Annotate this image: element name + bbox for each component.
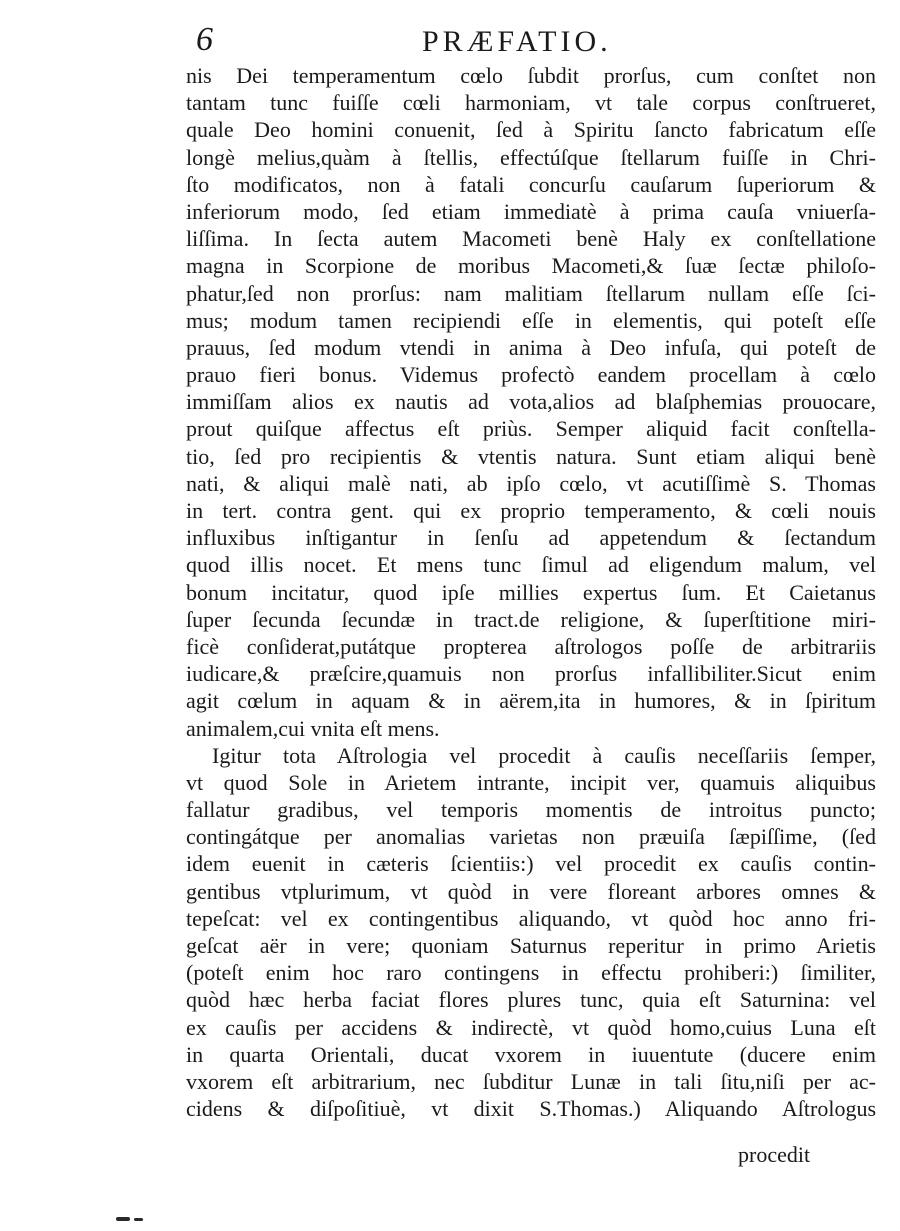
text-line: agit cœlum in aquam & in aërem,ita in humores, & in ſpiritum (186, 688, 876, 714)
text-line: liſſima. In ſecta autem Macometi benè Haly ex conſtellatione (186, 226, 876, 252)
text-line: in quarta Orientali, ducat vxorem in iuuentute (ducere enim (186, 1041, 876, 1067)
running-title: PRÆFATIO. (422, 25, 612, 58)
text-line: influxibus inſtigantur in ſenſu ad appetendum & ſectandum (186, 525, 876, 551)
text-line: bonum incitatur, quod ipſe millies expertus ſum. Et Caietanus (186, 579, 876, 605)
text-line: contingátque per anomalias varietas non præuiſa ſæpiſſime, (ſed (186, 824, 876, 850)
page-header (196, 20, 616, 60)
text-line: mus; modum tamen recipiendi eſſe in elementis, qui poteſt eſſe (186, 307, 876, 333)
text-line: iudicare,& præſcire,quamuis non prorſus infallibiliter.Sicut enim (186, 661, 876, 687)
text-line: tepeſcat: vel ex contingentibus aliquando, vt quòd hoc anno fri- (186, 905, 876, 931)
text-line: in tert. contra gent. qui ex proprio temperamento, & cœli nouis (186, 498, 876, 523)
text-line: quòd hæc herba faciat flores plures tunc, quia eſt Saturnina: vel (186, 987, 876, 1013)
text-line: idem euenit in cæteris ſcientiis:) vel procedit ex cauſis contin- (186, 851, 876, 877)
text-line: ficè conſiderat,putátque propterea aſtrologos poſſe de arbitrariis (186, 633, 876, 659)
text-line: tantam tunc fuiſſe cœli harmoniam, vt tale corpus conſtrueret, (186, 90, 876, 116)
text-line: geſcat aër in vere; quoniam Saturnus reperitur in primo Arietis (186, 933, 876, 958)
body-text (186, 62, 876, 1122)
text-line: longè melius,quàm à ſtellis, effectúſque ſtellarum fuiſſe in Chri- (186, 144, 876, 170)
text-line: immiſſam alios ex nautis ad vota,alios ad blaſphemias prouocare, (186, 389, 876, 415)
text-line: prout quiſque affectus eſt priùs. Semper aliquid facit conſtella- (186, 416, 876, 442)
text-line: ſuper ſecunda ſecundæ in tract.de religione, & ſuperſtitione miri- (186, 606, 876, 632)
text-line: cidens & diſpoſitiuè, vt dixit S.Thomas.) Aliquando Aſtrologus (186, 1096, 876, 1122)
text-line: magna in Scorpione de moribus Macometi,& ſuæ ſectæ philoſo- (186, 253, 876, 279)
page-number: 6 (196, 21, 213, 58)
catchword: procedit (738, 1142, 811, 1167)
text-line: (poteſt enim hoc raro contingens in effectu prohiberi:) ſimiliter, (186, 960, 876, 986)
text-line: vxorem eſt arbitrarium, nec ſubditur Lunæ in tali ſitu,niſi per ac- (186, 1068, 876, 1094)
text-line: ſto modificatos, non à fatali concurſu cauſarum ſuperiorum & (186, 171, 876, 197)
text-line: quale Deo homini conuenit, ſed à Spiritu ſancto fabricatum eſſe (186, 117, 876, 143)
text-line: gentibus vtplurimum, vt quòd in vere floreant arbores omnes & (186, 878, 876, 904)
text-line: prauo fieri bonus. Videmus profectò eandem procellam à cœlo (186, 362, 876, 388)
text-line: nati, & aliqui malè nati, ab ipſo cœlo, vt acutiſſimè S. Thomas (186, 470, 876, 496)
text-line: inferiorum modo, ſed etiam immediatè à prima cauſa vniuerſa- (186, 198, 876, 224)
text-line: nis Dei temperamentum cœlo ſubdit prorſus, cum conſtet non (186, 63, 876, 88)
text-line: ex cauſis per accidens & indirectè, vt quòd homo,cuius Luna eſt (186, 1014, 876, 1040)
text-line: tio, ſed pro recipientis & vtentis natura. Sunt etiam aliqui benè (186, 443, 876, 469)
text-line: quod illis nocet. Et mens tunc ſimul ad eligendum malum, vel (186, 552, 876, 578)
text-line: fallatur gradibus, vel temporis momentis de introitus puncto; (186, 797, 876, 823)
text-line: prauus, ſed modum vtendi in anima à Deo infuſa, qui poteſt de (186, 334, 876, 360)
paragraph-start-line: Igitur tota Aſtrologia vel procedit à cauſis neceſſariis ſemper, (212, 742, 876, 768)
text-line: phatur,ſed non prorſus: nam malitiam ſtellarum nullam eſſe ſci- (186, 280, 876, 306)
paragraph-end-line: animalem,cui vnita eſt mens. (186, 715, 440, 741)
ink-speck-mark (116, 1216, 146, 1222)
text-line: vt quod Sole in Arietem intrante, incipit ver, quamuis aliquibus (186, 769, 876, 795)
